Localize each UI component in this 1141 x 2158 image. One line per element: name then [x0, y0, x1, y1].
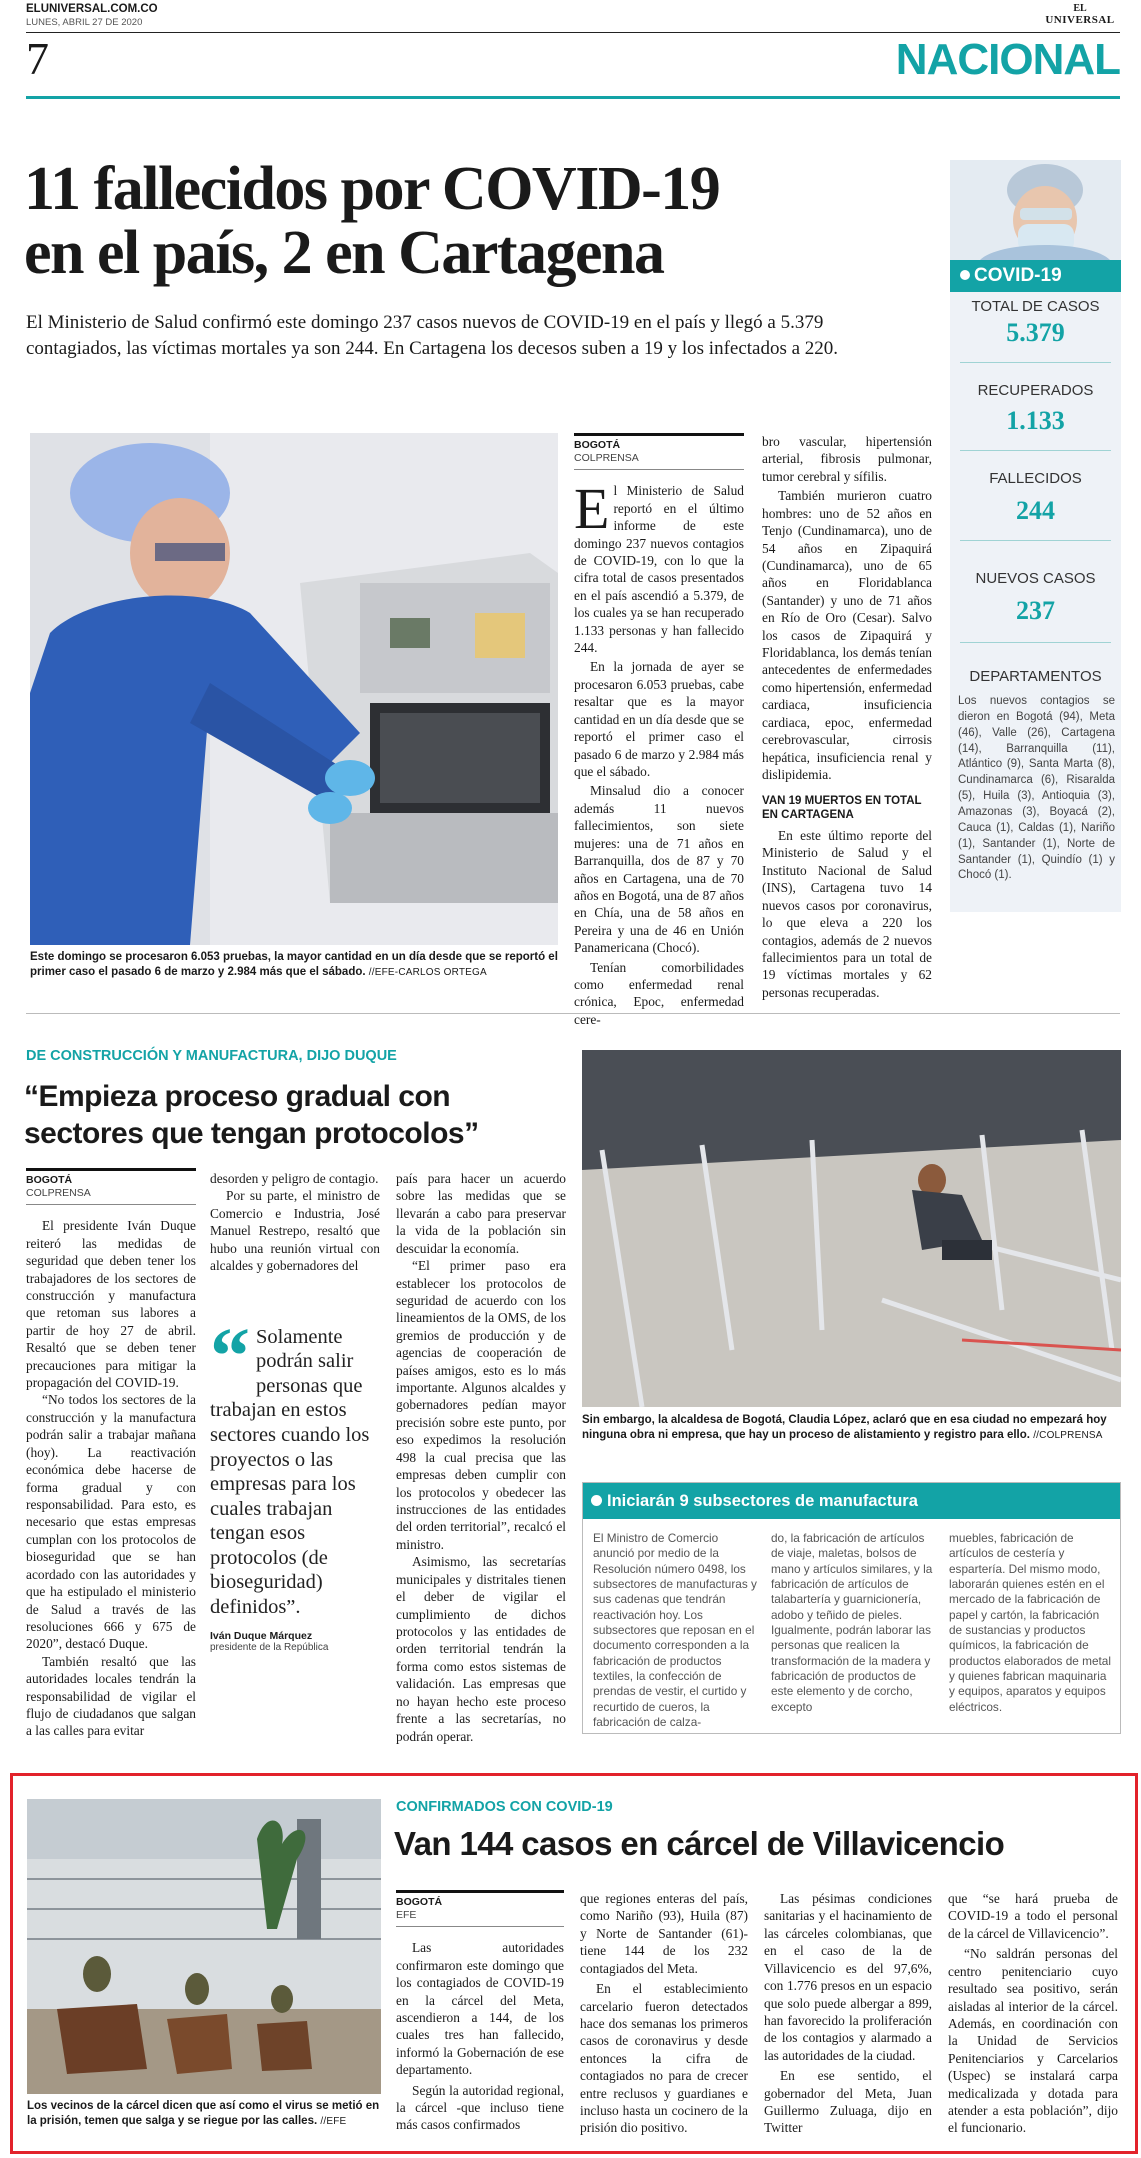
site-name: ELUNIVERSAL.COM.CO: [26, 3, 158, 15]
story3-kicker: CONFIRMADOS CON COVID-19: [396, 1799, 613, 1815]
quote-author: Iván Duque Márquez: [210, 1629, 313, 1642]
main-headline-line1: 11 fallecidos por COVID-19: [24, 155, 720, 223]
story2-headline-line2: sectores que tengan protocolos”: [24, 1117, 479, 1150]
story3-col1-p2: Según la autoridad regional, la cárcel -que incluso tiene más casos confirmados: [396, 2082, 564, 2133]
manufacture-dot-icon: [591, 1495, 602, 1506]
story3-col2: [580, 1890, 748, 2137]
lab-photo-caption: [30, 950, 560, 980]
main-col1-text: [574, 476, 744, 1028]
main-deck: El Ministerio de Salud confirmó este domingo 237 casos nuevos de COVID-19 en el país y llegó a 5.379 contagiados, las víctimas mortales ya son 244. En Cartagena los decesos suben a 19 y los infectados a 220.: [26, 312, 839, 359]
lab-photo-illustration: [30, 433, 558, 945]
construction-photo-illustration: [582, 1050, 1121, 1407]
prison-photo: [27, 1799, 381, 2094]
departments-text: Los nuevos contagios se dieron en Bogotá (94), Meta (46), Valle (26), Cartagena (14), Barranquilla (11), Atlántico (9), Santa Marta (8), Cundinamarca (6), Risaralda (5), Huila (3), Antioquia (3), Amazonas (3), Boyacá (2), Cauca (1), Caldas (1), Nariño (1), Santander (1), Norte de Santander (1), Quindío (1) y Chocó (1).: [958, 695, 1115, 882]
story2-col3-p2: “El primer paso era establecer los protocolos de seguridad de acuerdo con los lineamientos de la OMS, de los gremios de producción y de agencias de cooperación de países amigos, esto es lo más importante. Algunos alcaldes y gobernadores pedían mayor precisión sobre este punto, por eso expedimos la resolución 498 la cual precisa que las empresas deben cumplir con los protocolos y obedecer las instrucciones de las entidades del orden territorial”, recalcó el ministro.: [396, 1258, 566, 1552]
stat-separator-4: [960, 642, 1111, 643]
covid-tag-label: COVID-19: [974, 265, 1062, 286]
recovered-value: 1.133: [1006, 406, 1065, 435]
covid-tag: [950, 260, 1121, 292]
story2-col1-p3: También resaltó que las autoridades locales tendrán la responsabilidad de vigilar el flujo de ciudadanos que salgan a las calles para evitar: [26, 1653, 196, 1739]
page-number: 7: [26, 33, 49, 84]
lab-caption-text: Este domingo se procesaron 6.053 pruebas, la mayor cantidad en un día desde que se reportó el primer caso el pasado 6 de marzo y 2.984 más que el sábado.: [30, 951, 558, 978]
construction-photo-caption: [582, 1413, 1121, 1443]
story2-col3-p1: país para hacer un acuerdo sobre las medidas que se llevarán a cabo para preservar la vida de la población sin descuidar la economía.: [396, 1171, 566, 1256]
lab-caption-credit: //EFE-CARLOS ORTEGA: [368, 966, 487, 978]
story2-col1-p1: El presidente Iván Duque reiteró las medidas de seguridad que deben tener los trabajadores de los sectores de construcción y manufactura que retoman sus labores a partir de hoy 27 de abril. Resaltó que se deben tener precauciones para mitigar la propagación del COVID-19.: [26, 1218, 196, 1391]
new-cases-label: NUEVOS CASOS: [975, 570, 1096, 587]
story2-dateline-city: BOGOTÁ: [26, 1174, 73, 1186]
total-cases-value: 5.379: [1006, 318, 1065, 347]
main-dateline: [574, 433, 744, 470]
story2-col3: [396, 1170, 566, 1745]
story3-dateline-city: BOGOTÁ: [396, 1896, 443, 1908]
stat-separator-1: [960, 362, 1111, 363]
prison-photo-caption: [27, 2099, 382, 2129]
total-cases-label: TOTAL DE CASOS: [971, 298, 1100, 315]
story3-col3-p1: Las pésimas condiciones sanitarias y el hacinamiento de las cárceles colombianas, que en el caso de la de Villavicencio es del 97,6%, con 1.776 presos en un espacio que solo puede albergar a 899, han favorecido la proliferación de los contagios y alarmado a las autoridades de la ciudad.: [764, 1891, 932, 2063]
main-col2-p3: En este último reporte del Ministerio de Salud y el Instituto Nacional de Salud (INS), Cartagena tuvo 14 nuevos casos por coronavirus, lo que eleva a 220 los contagios, además de 2 nuevos fallecimientos para un total de 19 víctimas mortales y 62 personas recuperadas.: [762, 828, 932, 1000]
deaths-label: FALLECIDOS: [989, 470, 1082, 487]
section-rule: [26, 96, 1120, 99]
section-title: NACIONAL: [895, 35, 1120, 84]
main-dropcap: E: [574, 476, 610, 542]
logo-top: EL: [1073, 3, 1087, 14]
story3-col1-text: [396, 1939, 564, 2134]
story2-col2-p1: desorden y peligro de contagio.: [210, 1171, 379, 1186]
story3-col1-p1: Las autoridades confirmaron este domingo que los contagiados de COVID-19 en la cárcel del Meta, ascendieron a 144, de los cuales tres han fallecido, informó la Gobernación de ese departamento.: [396, 1940, 564, 2078]
manufacture-col1: El Ministro de Comercio anunció por medio de la Resolución número 0498, los subsectores de manufacturas y sus cadenas que tendrán reactivación hoy. Los subsectores que reposan en el documento corresponden a la fabricación de productos textiles, la confección de prendas de vestir, el curtido y recurtido de cueros, la fabricación de calza-: [593, 1531, 757, 1729]
doctor-illustration: [950, 160, 1121, 260]
main-headline-line2: en el país, 2 en Cartagena: [24, 219, 664, 287]
masthead-rule: [26, 32, 1120, 33]
story2-col1: [26, 1168, 196, 1740]
story3-col4-p1: que “se hará prueba de COVID-19 a todo el personal de la cárcel de Villavicencio”.: [948, 1891, 1118, 1941]
story2-col1-text: [26, 1217, 196, 1740]
story3-dateline: [396, 1890, 564, 1927]
story2-col2-p2: Por su parte, el ministro de Comercio e Industria, José Manuel Restrepo, resaltó que hubo una reunión virtual con alcaldes y gobernadores del: [210, 1188, 380, 1274]
stat-separator-2: [960, 450, 1111, 451]
deaths-value: 244: [1016, 496, 1055, 525]
story3-col2-p1: que regiones enteras del país, como Nariño (93), Huila (87) y Norte de Santander (61)- tiene 144 de los 232 contagiados del Meta.: [580, 1891, 748, 1976]
stat-separator-3: [960, 540, 1111, 541]
main-col1-p2: En la jornada de ayer se procesaron 6.053 pruebas, cabe resaltar que es la mayor cantidad en un día desde que se reportó el primer caso el pasado 6 de marzo y 2.984 más que el sábado.: [574, 659, 744, 779]
prison-caption-text: Los vecinos de la cárcel dicen que así como el virus se metió en la prisión, temen que salga y se riegue por las calles.: [27, 2100, 380, 2127]
story2-col2: [210, 1170, 380, 1653]
quote-role: presidente de la República: [210, 1641, 329, 1653]
manufacture-box: [582, 1482, 1121, 1734]
story3-col1: [396, 1890, 564, 2134]
construction-caption-text: Sin embargo, la alcaldesa de Bogotá, Claudia López, aclaró que en esa ciudad no empezará hoy ninguna obra ni empresa, que hay un proceso de alistamiento y registro para ello.: [582, 1414, 1107, 1441]
story3-col3: [764, 1890, 932, 2137]
construction-photo: [582, 1050, 1121, 1407]
lab-photo: [30, 433, 558, 945]
recovered-label: RECUPERADOS: [977, 382, 1094, 399]
pull-quote: [210, 1312, 380, 1653]
story2-col3-p3: Asimismo, las secretarías municipales y distritales tienen el deber de vigilar el cumplimiento de dichos protocolos y las entidades de orden territorial tendrán la forma como estos sistemas de validación. Las empresas que no hayan hecho este proceso frente a las secretarías, no podrán operar.: [396, 1554, 566, 1744]
pull-quote-text: Solamente podrán salir personas que trabajan en estos sectores cuando los proyectos o las empresas para los cuales trabajan tengan esos protocolos (de bioseguridad) definidos”.: [210, 1325, 370, 1619]
story2-dateline-agency: COLPRENSA: [26, 1187, 196, 1205]
story2-col1-p2: “No todos los sectores de la construcción y la manufactura podrán salir a trabajar mañana (hoy). La reactivación económica debe hacerse de forma gradual y con responsabilidad. Para esto, es necesario que estas empresas cumplan con los protocolos de bioseguridad que se han acordado con las autoridades y que ha estipulado el ministerio de Salud a través de las resoluciones 666 y 675 de 2020”, destacó Duque.: [26, 1392, 196, 1652]
main-col1: [574, 433, 744, 1028]
main-col2: [762, 433, 932, 1001]
main-dateline-agency: COLPRENSA: [574, 452, 744, 470]
main-col2-subhead: VAN 19 MUERTOS EN TOTAL EN CARTAGENA: [762, 795, 922, 822]
manufacture-box-title-bar: [583, 1483, 1120, 1519]
prison-photo-illustration: [27, 1799, 381, 2094]
prison-caption-credit: //EFE: [320, 2115, 347, 2127]
section-divider-1: [26, 1013, 1120, 1014]
manufacture-col3: muebles, fabricación de artículos de cestería y espartería. Del mismo modo, laborarán quienes estén en el mercado de la fabricación de papel y cartón, la fabricación de sustancias y productos químicos, la fabricación de productos elaborados de metal y quienes fabrican maquinaria y equipos, aparatos y equipos eléctricos.: [949, 1531, 1111, 1714]
story3-col2-p2: En el establecimiento carcelario fueron detectados hace dos semanas los primeros casos de coronavirus y desde entonces la cifra de contagiados no para de crecer entre reclusos y guardianes e incluso hasta un cocinero de la prisión dio positivo.: [580, 1981, 748, 2136]
story3-col3-p2: En ese sentido, el gobernador del Meta, Juan Guillermo Zuluaga, dijo en Twitter: [764, 2068, 932, 2136]
story2-headline-line1: “Empieza proceso gradual con: [24, 1080, 451, 1113]
new-cases-value: 237: [1016, 596, 1055, 625]
quote-mark-icon: “: [210, 1312, 250, 1401]
story3-dateline-agency: EFE: [396, 1909, 564, 1927]
main-col1-p3: Minsalud dio a conocer además 11 nuevos fallecimientos, son siete mujeres: una de 71 años en Barranquilla, dos de 87 y 70 años en Cartagena, una de 70 años en Bogotá, una de 87 años en Chía, una de 58 años en Pereira y una de 46 en Unión Panamericana (Chocó).: [574, 783, 744, 956]
construction-caption-credit: //COLPRENSA: [1033, 1429, 1103, 1441]
manufacture-col2: do, la fabricación de artículos de viaje, maletas, bolsos de mano y artículos similares, y la fabricación de artículos de talabartería y guarnicionería, adobo y teñido de pieles. Igualmente, podrán laborar las personas que realicen la transformación de la madera y fabricación de productos de este elemento y de corcho, excepto: [771, 1531, 933, 1714]
story3-headline: Van 144 casos en cárcel de Villavicencio: [394, 1825, 1005, 1862]
main-col1-p4: Tenían comorbilidades como enfermedad renal crónica, Epoc, enfermedad cere-: [574, 959, 744, 1027]
main-col2-p2: También murieron cuatro hombres: uno de 52 años en Tenjo (Cundinamarca), uno de 54 años en Zipaquirá (Cundinamarca), uno de 65 años en Floridablanca (Santander) y uno de 71 años en Río de Oro (Cesar). Salvo los casos de Zipaquirá y Floridablanca, los demás tenían antecedentes de enfermedades como hipertensión, enfermedad cardiaca, insuficiencia cardiaca, epoc, enfermedad cerebrovascular, cirrosis hepática, insuficiencia renal y dislipidemia.: [762, 488, 932, 783]
story2-kicker: DE CONSTRUCCIÓN Y MANUFACTURA, DIJO DUQUE: [26, 1048, 397, 1064]
manufacture-box-title: Iniciarán 9 subsectores de manufactura: [607, 1492, 918, 1510]
logo-bottom: UNIVERSAL: [1045, 14, 1115, 26]
main-col2-p1: bro vascular, hipertensión arterial, fibrosis pulmonar, tumor cerebral y sífilis.: [762, 434, 932, 484]
story3-col4-p2: “No saldrán personas del centro penitenciario cuyo resultado sea positivo, serán aisladas al interior de la cárcel. Además, en coordinación con la Unidad de Servicios Penitenciarios y Carcelarios (Uspec) se instalará carpa medicalizada y dotada para atender a esta población”, dijo el funcionario.: [948, 1946, 1118, 2136]
story2-col2-text: [210, 1170, 380, 1275]
covid-sidebar: [950, 160, 1121, 912]
departments-label: DEPARTAMENTOS: [969, 668, 1102, 685]
main-dateline-city: BOGOTÁ: [574, 439, 621, 451]
main-col1-p1: l Ministerio de Salud reportó en el último informe de este domingo 237 nuevos contagios de COVID-19, con lo que la cifra total de casos presentados en el país ascendió a 5.379, de los cuales ya se han recuperado 1.133 personas y han fallecido 244.: [574, 483, 744, 656]
story3-col4: [948, 1890, 1118, 2137]
story2-dateline: [26, 1168, 196, 1205]
covid-tag-dot-icon: [960, 270, 970, 280]
issue-date: LUNES, ABRIL 27 DE 2020: [26, 17, 143, 28]
